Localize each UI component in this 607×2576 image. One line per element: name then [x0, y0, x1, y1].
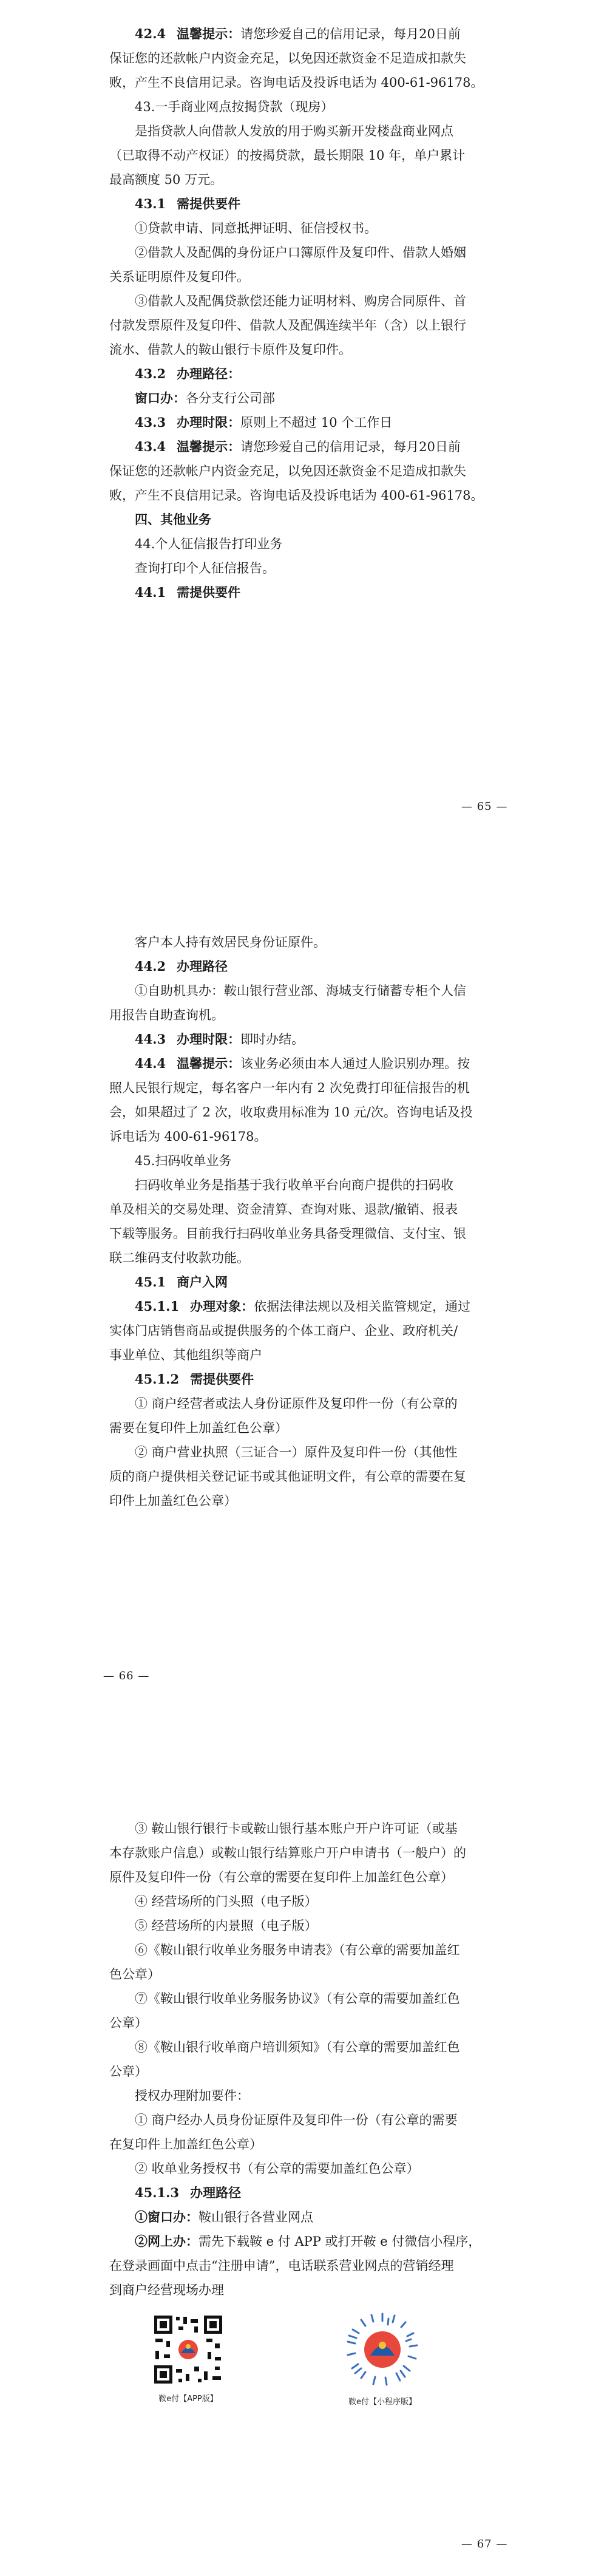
paragraph-line: 客户本人持有效居民身份证原件。 — [135, 935, 326, 950]
list-item: ⑦《鞍山银行收单业务服务协议》（有公章的需要加盖红色 — [135, 1991, 460, 2006]
paragraph-line: 流水、借款人的鞍山银行卡原件及复印件。 — [109, 342, 351, 357]
qr-caption: 鞍e付【APP版】 — [158, 2394, 218, 2404]
paragraph-line: 质的商户提供相关登记证书或其他证明文件，有公章的需要在复 — [109, 1469, 466, 1484]
list-item: ④ 经营场所的门头照（电子版） — [135, 1894, 317, 1909]
subsection-heading: 45.1 商户入网 — [135, 1274, 228, 1290]
list-item: ①贷款申请、同意抵押证明、征信授权书。 — [135, 221, 377, 236]
qr-code-icon — [152, 2313, 225, 2386]
qr-code-app — [146, 2313, 231, 2404]
qr-caption: 鞍e付【小程序版】 — [348, 2398, 416, 2407]
list-item: ① 商户经办人员身份证原件及复印件一份（有公章的需要 — [135, 2113, 458, 2127]
subsection-heading: 45.1.2 需提供要件 — [135, 1371, 254, 1387]
paragraph-line: 色公章） — [109, 1967, 160, 1982]
paragraph-line: 实体门店销售商品或提供服务的个体工商户、企业、政府机关/ — [109, 1324, 458, 1338]
page-66 — [0, 874, 607, 1730]
paragraph-line: 在登录画面中点击“注册申请”，电话联系营业网点的营销经理 — [109, 2258, 454, 2273]
paragraph-line: 最高额度 50 万元。 — [109, 172, 223, 187]
list-item: ⑥《鞍山银行收单业务服务申请表》（有公章的需要加盖红 — [135, 1943, 460, 1957]
list-item: ⑤ 经营场所的内景照（电子版） — [135, 1918, 317, 1933]
paragraph-line: 授权办理附加要件： — [135, 2088, 249, 2103]
list-item: ② 收单业务授权书（有公章的需要加盖红色公章） — [135, 2161, 419, 2176]
section-heading: 45.扫码收单业务 — [135, 1154, 232, 1168]
paragraph-line: ②网上办：需先下载鞍 e 付 APP 或打开鞍 e 付微信小程序， — [135, 2234, 481, 2249]
paragraph-line: 是指贷款人向借款人发放的用于购买新开发楼盘商业网点 — [135, 124, 453, 138]
subsection-heading: 43.1 需提供要件 — [135, 196, 241, 211]
paragraph-line: 本存款账户信息）或鞍山银行结算账户开户申请书（一般户）的 — [109, 1846, 466, 1860]
paragraph-line: 42.4 温馨提示：请您珍爱自己的信用记录，每月20日前 — [135, 26, 461, 41]
paragraph-line: 单及相关的交易处理、资金清算、查询对账、退款/撤销、报表 — [109, 1202, 458, 1217]
paragraph-line: 付款发票原件及复印件、借款人及配偶连续半年（含）以上银行 — [109, 318, 466, 333]
paragraph-line: 保证您的还款帐户内资金充足，以免因还款资金不足造成扣款失 — [109, 51, 466, 66]
page-67 — [0, 1761, 607, 2576]
paragraph-line: 诉电话为 400-61-96178。 — [109, 1129, 267, 1144]
page-67-body — [109, 1816, 498, 2302]
paragraph-line: 事业单位、其他组织等商户 — [109, 1348, 262, 1362]
paragraph-line: 需要在复印件上加盖红色公章） — [109, 1421, 288, 1435]
paragraph-line: 查询打印个人征信报告。 — [135, 561, 275, 576]
paragraph-line: 扫码收单业务是指基于我行收单平台向商户提供的扫码收 — [135, 1178, 453, 1192]
list-item: ③借款人及配偶贷款偿还能力证明材料、购房合同原件、首 — [135, 294, 466, 308]
page-66-body — [109, 930, 498, 1513]
list-item: ① 商户经营者或法人身份证原件及复印件一份（有公章的 — [135, 1396, 458, 1411]
list-item: ①自助机具办：鞍山银行营业部、海城支行储蓄专柜个人信 — [135, 984, 466, 998]
paragraph-line: （已取得不动产权证）的按揭贷款，最长期限 10 年，单户累计 — [109, 148, 466, 163]
page-number: — 67 — — [461, 2538, 508, 2551]
list-item: ②借款人及配偶的身份证户口簿原件及复印件、借款人婚姻 — [135, 245, 466, 260]
mini-program-code-icon — [343, 2310, 422, 2389]
paragraph-line: 败，产生不良信用记录。咨询电话及投诉电话为 400-61-96178。 — [109, 75, 484, 90]
paragraph-line: 原件及复印件一份（有公章的需要在复印件上加盖红色公章） — [109, 1870, 453, 1884]
paragraph-line: 43.3 办理时限：原则上不超过 10 个工作日 — [135, 415, 393, 430]
list-item: ③ 鞍山银行银行卡或鞍山银行基本账户开户许可证（或基 — [135, 1821, 458, 1836]
subsection-heading: 43.2 办理路径： — [135, 366, 241, 381]
paragraph-line: 公章） — [109, 2016, 148, 2030]
paragraph-line: 43.4 温馨提示：请您珍爱自己的信用记录，每月20日前 — [135, 439, 461, 454]
paragraph-line: 用报告自助查询机。 — [109, 1008, 224, 1022]
paragraph-line: 公章） — [109, 2064, 148, 2079]
paragraph-line: 保证您的还款帐户内资金充足，以免因还款资金不足造成扣款失 — [109, 464, 466, 478]
paragraph-line: 联二维码支付收款功能。 — [109, 1251, 249, 1265]
page-65-body — [109, 22, 498, 605]
paragraph-line: 下载等服务。目前我行扫码收单业务具备受理微信、支付宝、银 — [109, 1226, 466, 1241]
paragraph-line: 在复印件上加盖红色公章） — [109, 2137, 262, 2152]
list-item: ⑧《鞍山银行收单商户培训须知》（有公章的需要加盖红色 — [135, 2040, 460, 2054]
page-65 — [0, 0, 607, 844]
section-heading: 43.一手商业网点按揭贷款（现房） — [135, 100, 334, 114]
paragraph-line: 到商户经营现场办理 — [109, 2283, 224, 2297]
paragraph-line: 败，产生不良信用记录。咨询电话及投诉电话为 400-61-96178。 — [109, 488, 484, 503]
paragraph-line: 印件上加盖红色公章） — [109, 1494, 237, 1508]
qr-code-mini-program — [337, 2310, 428, 2407]
paragraph-line: 45.1.1 办理对象：依据法律法规以及相关监管规定，通过 — [135, 1299, 471, 1314]
section-heading: 四、其他业务 — [135, 512, 211, 527]
paragraph-line: 窗口办：各分支行公司部 — [135, 390, 275, 406]
page-number: — 66 — — [103, 1670, 150, 1682]
paragraph-line: ①窗口办：鞍山银行各营业网点 — [135, 2209, 313, 2224]
page-number: — 65 — — [461, 800, 508, 813]
paragraph-line: 44.3 办理时限：即时办结。 — [135, 1031, 305, 1047]
subsection-heading: 45.1.3 办理路径 — [135, 2185, 242, 2200]
section-heading: 44.个人征信报告打印业务 — [135, 537, 283, 551]
paragraph-line: 会，如果超过了 2 次，收取费用标准为 10 元/次。咨询电话及投 — [109, 1105, 473, 1120]
subsection-heading: 44.1 需提供要件 — [135, 585, 241, 600]
paragraph-line: 照人民银行规定，每名客户一年内有 2 次免费打印征信报告的机 — [109, 1081, 470, 1095]
subsection-heading: 44.2 办理路径 — [135, 959, 228, 974]
list-item: ② 商户营业执照（三证合一）原件及复印件一份（其他性 — [135, 1445, 458, 1460]
paragraph-line: 44.4 温馨提示：该业务必须由本人通过人脸识别办理。按 — [135, 1056, 470, 1071]
paragraph-line: 关系证明原件及复印件。 — [109, 270, 249, 284]
